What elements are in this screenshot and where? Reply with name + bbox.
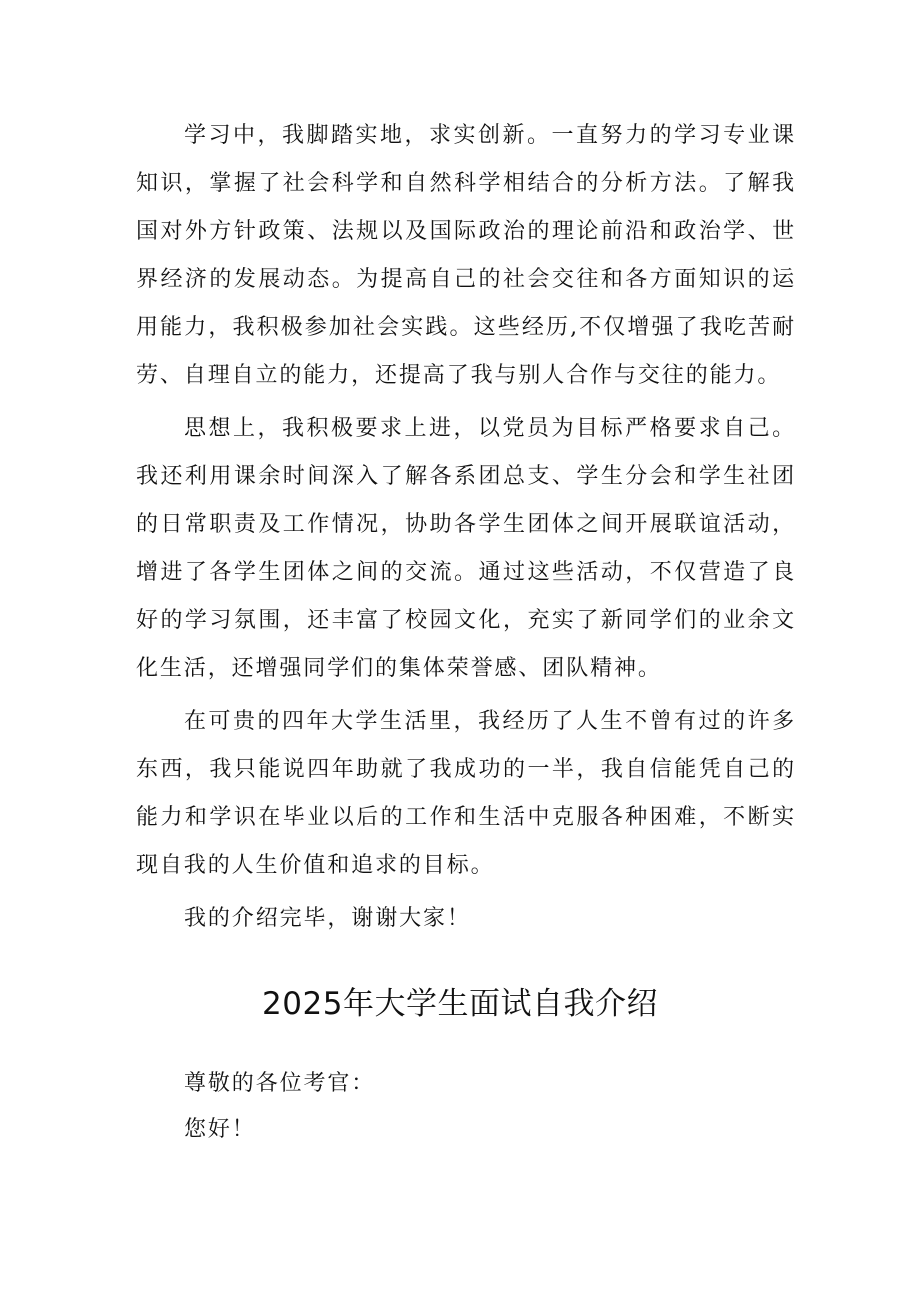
salutation-line: 尊敬的各位考官： [184,1071,376,1096]
greeting-line: 您好！ [184,1117,256,1142]
paragraph-university-life: 在可贵的四年大学生活里，我经历了人生不曾有过的许多东西，我只能说四年助就了我成功的一半，我自信能凭自己的能力和学识在毕业以后的工作和生活中克服各种困难，不断实现自我的人生价值和追求的目标。 [136,709,796,878]
paragraph-closing: 我的介绍完毕，谢谢大家！ [184,906,471,931]
paragraph-thought: 思想上，我积极要求上进，以党员为目标严格要求自己。我还利用课余时间深入了解各系团总支、学生分会和学生社团的日常职责及工作情况，协助各学生团体之间开展联谊活动，增进了各学生团体之间的交流。通过这些活动，不仅营造了良好的学习氛围，还丰富了校园文化，充实了新同学们的业余文化生活，还增强同学们的集体荣誉感、团队精神。 [136,416,796,681]
paragraph-study: 学习中，我脚踏实地，求实创新。一直努力的学习专业课知识，掌握了社会科学和自然科学相结合的分析方法。了解我国对外方针政策、法规以及国际政治的理论前沿和政治学、世界经济的发展动态。为提高自己的社会交往和各方面知识的运用能力，我积极参加社会实践。这些经历,不仅增强了我吃苦耐劳、自理自立的能力，还提高了我与别人合作与交往的能力。 [136,123,796,388]
document-body [136,112,796,948]
page-title: 2025年大学生面试自我介绍 [262,986,658,1022]
